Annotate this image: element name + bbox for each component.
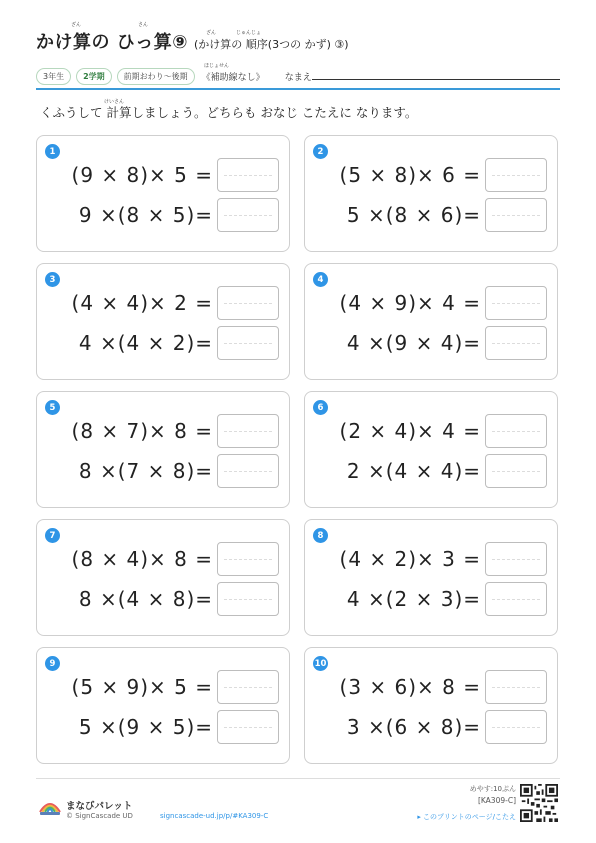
answer-box[interactable] — [485, 326, 547, 360]
problem-number-badge: 4 — [313, 272, 328, 287]
equation-grouped-last: 4 ×(4 × 2)= — [78, 331, 213, 355]
equation-grouped-last: 8 ×(4 × 8)= — [78, 587, 213, 611]
instruction-text: くふうして 計算しましょう。どちらも おなじ こたえに なります。 — [40, 105, 418, 120]
problem-number-badge: 5 — [45, 400, 60, 415]
answer-box[interactable] — [217, 414, 279, 448]
answer-box[interactable] — [485, 454, 547, 488]
title-ruby-1: ざん — [71, 22, 82, 28]
answer-box[interactable] — [485, 198, 547, 232]
name-label: なまえ — [284, 72, 312, 83]
answer-box[interactable] — [485, 158, 547, 192]
answer-box[interactable] — [217, 326, 279, 360]
answer-box[interactable] — [217, 542, 279, 576]
answer-box[interactable] — [217, 670, 279, 704]
equation-grouped-first: (4 × 4)× 2 = — [71, 291, 213, 315]
problem-number-badge: 7 — [45, 528, 60, 543]
problem-card-1 — [36, 135, 290, 252]
answer-box[interactable] — [485, 670, 547, 704]
guide-note: 《補助線なし》 — [201, 72, 265, 83]
title-ruby-2: さん — [138, 22, 149, 28]
equation-grouped-first: (4 × 9)× 4 = — [339, 291, 481, 315]
equation-grouped-last: 5 ×(9 × 5)= — [78, 715, 213, 739]
header-divider — [36, 88, 560, 90]
brand-name: まなびパレット — [66, 801, 133, 812]
problem-number-badge: 8 — [313, 528, 328, 543]
name-line[interactable] — [312, 79, 560, 80]
problem-card-10 — [304, 647, 558, 764]
subtitle-ruby-2: じゅんじょ — [236, 30, 262, 36]
note-ruby: ほじょせん — [204, 63, 230, 69]
answer-box[interactable] — [217, 710, 279, 744]
worksheet-title: かけ算の ひっ算⑨ — [36, 32, 189, 53]
problem-card-4 — [304, 263, 558, 380]
equation-grouped-first: (5 × 8)× 6 = — [339, 163, 481, 187]
rainbow-book-logo-icon — [38, 798, 62, 816]
problem-card-5 — [36, 391, 290, 508]
equation-grouped-first: (5 × 9)× 5 = — [71, 675, 213, 699]
equation-grouped-last: 4 ×(2 × 3)= — [346, 587, 481, 611]
problem-card-8 — [304, 519, 558, 636]
problem-number-badge: 1 — [45, 144, 60, 159]
answer-page-link[interactable]: ▸ このプリントのページ/こたえ — [417, 813, 516, 821]
equation-grouped-first: (8 × 4)× 8 = — [71, 547, 213, 571]
instruction-ruby: けいさん — [104, 99, 125, 105]
grade-tag: 3年生 — [36, 68, 71, 85]
problem-number-badge: 9 — [45, 656, 60, 671]
equation-grouped-last: 5 ×(8 × 6)= — [346, 203, 481, 227]
problem-number-badge: 6 — [313, 400, 328, 415]
time-estimate: めやす:10ぷん — [469, 785, 516, 793]
answer-box[interactable] — [217, 286, 279, 320]
problem-card-2 — [304, 135, 558, 252]
copyright-text: © SignCascade UD — [66, 812, 133, 820]
answer-box[interactable] — [485, 414, 547, 448]
worksheet-header — [36, 28, 560, 54]
worksheet-code: [KA309-C] — [477, 796, 516, 805]
answer-box[interactable] — [217, 198, 279, 232]
answer-box[interactable] — [485, 582, 547, 616]
meta-row — [36, 67, 560, 85]
worksheet-url-link[interactable]: signcascade-ud.jp/p/#KA309-C — [160, 812, 269, 820]
equation-grouped-last: 8 ×(7 × 8)= — [78, 459, 213, 483]
equation-grouped-last: 4 ×(9 × 4)= — [346, 331, 481, 355]
equation-grouped-last: 9 ×(8 × 5)= — [78, 203, 213, 227]
problem-number-badge: 3 — [45, 272, 60, 287]
problem-card-9 — [36, 647, 290, 764]
problem-card-3 — [36, 263, 290, 380]
answer-box[interactable] — [217, 454, 279, 488]
worksheet-subtitle: (かけ算の 順序(3つの かず) ③) — [194, 38, 349, 51]
subtitle-ruby-1: ざん — [206, 30, 217, 36]
equation-grouped-first: (4 × 2)× 3 = — [339, 547, 481, 571]
equation-grouped-first: (3 × 6)× 8 = — [339, 675, 481, 699]
problem-number-badge: 2 — [313, 144, 328, 159]
answer-box[interactable] — [217, 582, 279, 616]
qr-code-icon[interactable] — [520, 784, 558, 822]
equation-grouped-first: (2 × 4)× 4 = — [339, 419, 481, 443]
problem-card-7 — [36, 519, 290, 636]
answer-box[interactable] — [485, 286, 547, 320]
answer-box[interactable] — [217, 158, 279, 192]
equation-grouped-last: 3 ×(6 × 8)= — [346, 715, 481, 739]
answer-box[interactable] — [485, 710, 547, 744]
equation-grouped-last: 2 ×(4 × 4)= — [346, 459, 481, 483]
equation-grouped-first: (9 × 8)× 5 = — [71, 163, 213, 187]
equation-grouped-first: (8 × 7)× 8 = — [71, 419, 213, 443]
footer-divider — [36, 778, 560, 779]
problem-number-badge: 10 — [313, 656, 328, 671]
answer-box[interactable] — [485, 542, 547, 576]
period-tag: 前期おわり〜後期 — [117, 68, 195, 85]
term-tag: 2学期 — [76, 68, 112, 85]
problem-card-6 — [304, 391, 558, 508]
